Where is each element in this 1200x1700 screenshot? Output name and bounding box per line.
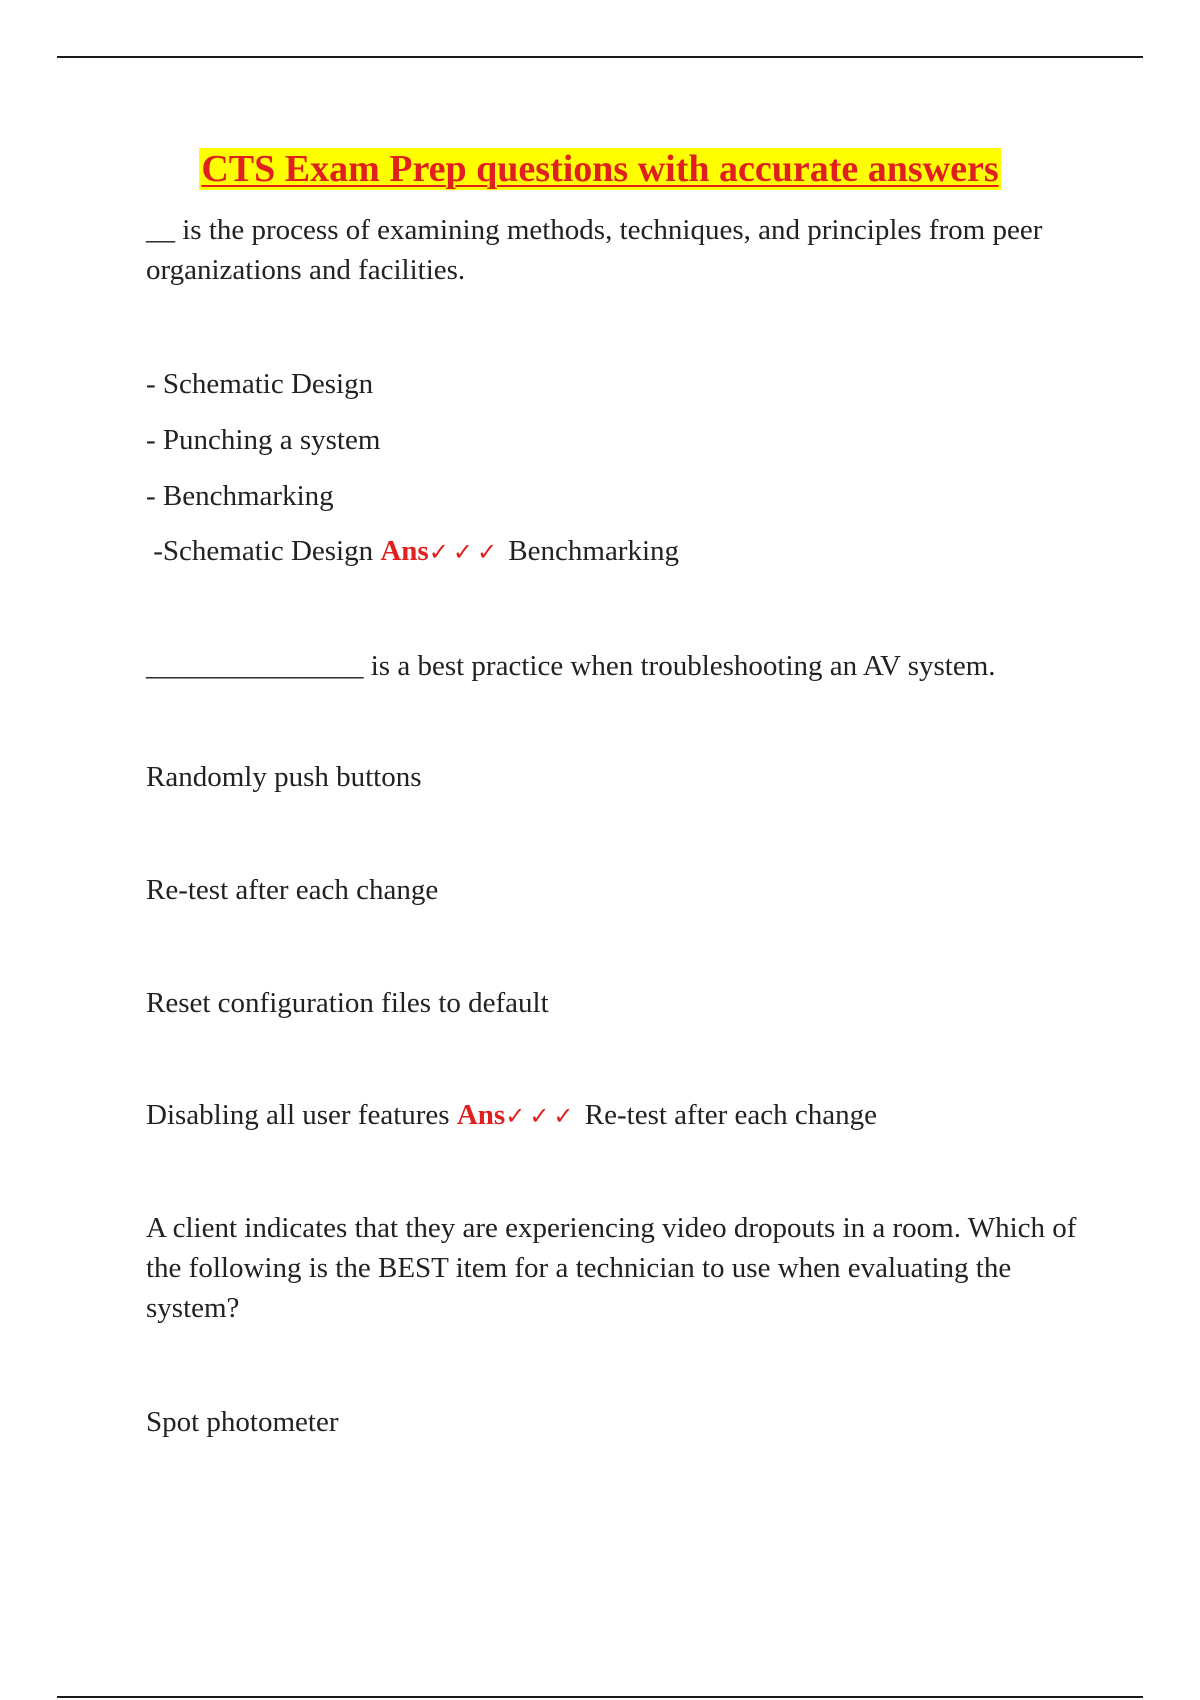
- footer-rule: [57, 1696, 1143, 1698]
- question-2-option-4: Disabling all user features: [146, 1099, 457, 1131]
- question-3-option-1: Spot photometer: [146, 1406, 339, 1438]
- question-2-text: _______________ is a best practice when troubleshooting an AV system.: [146, 650, 996, 682]
- checkmark-icon: ✓✓✓: [505, 1102, 578, 1130]
- question-1-answer: Benchmarking: [501, 535, 680, 567]
- question-2-option-2: Re-test after each change: [146, 874, 439, 906]
- question-1-option-3: - Benchmarking: [146, 480, 334, 512]
- question-1-option-1: - Schematic Design: [146, 368, 374, 400]
- question-2-answer: Re-test after each change: [577, 1099, 878, 1131]
- document-title: CTS Exam Prep questions with accurate answers: [201, 148, 999, 190]
- header-rule: [57, 56, 1143, 58]
- answer-label: Ans: [456, 1099, 506, 1131]
- question-2-answer-line: [146, 1095, 1086, 1136]
- question-3-text: A client indicates that they are experiencing video dropouts in a room. Which of the following is the BEST item for a technician to use when evaluating the system?: [146, 1212, 1077, 1324]
- question-1-answer-line: [146, 531, 1086, 572]
- question-1-option-4: -Schematic Design: [146, 535, 381, 567]
- question-2-option-1: Randomly push buttons: [146, 761, 422, 793]
- question-2-option-3: Reset configuration files to default: [146, 987, 549, 1019]
- question-1-option-2: - Punching a system: [146, 424, 381, 456]
- answer-label: Ans: [380, 535, 429, 567]
- question-1-text: __ is the process of examining methods, techniques, and principles from peer organizations and facilities.: [146, 214, 1043, 286]
- checkmark-icon: ✓✓✓: [428, 538, 502, 566]
